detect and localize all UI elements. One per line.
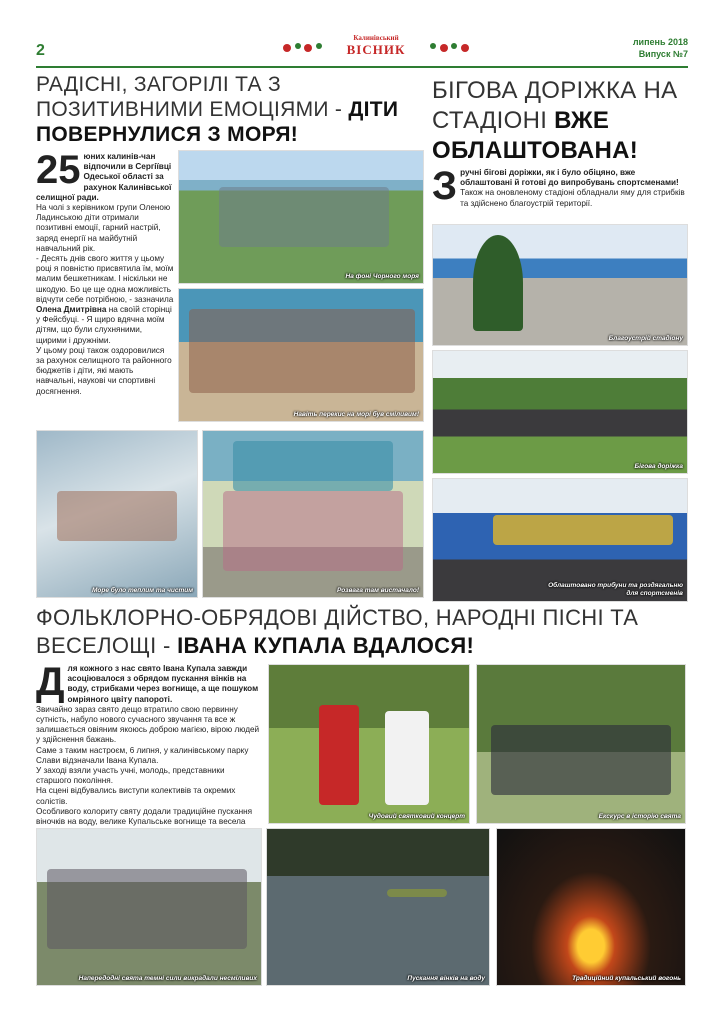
masthead-subtitle: Калинівський [353,34,399,42]
issue-number: Випуск №7 [638,49,688,59]
photo-history-excursion [476,664,686,824]
quote-part: на своїй сторінці у Фейсбуці. - Я щиро вдячна моїм дітям, що були слухняними, щирими і дружніми. [36,305,172,345]
paragraph: Звичайно зараз свято дещо втратило свою первинну сутність, набуло нового сучасного звучання та все ж залишається овіяним якоюсь доброю магією, вірою людей у здійснення бажань. [36,704,260,745]
tree-shape [473,235,523,331]
paragraph: На чолі з керівником групи Оленою Ладинською діти отримали позитивні емоції, гарний настрій, заряд енергії на майбутній навчальний рік. [36,203,171,253]
headline-part: РАДІСНІ, ЗАГОРІЛІ ТА З ПОЗИТИВНИМИ ЕМОЦІЯМИ - [36,73,349,121]
article3-lead: ля кожного з нас свято Івана Купала завжди асоціювалося з обрядом пускання вінків на воду, стрибками через вогнище, а ще пошуком омріяного цвіту папороті. [67,664,259,704]
issue-info [633,36,688,60]
seats-shape [493,515,673,545]
article3-body [36,660,262,837]
photo-running-track [432,350,688,474]
header-divider [36,66,688,68]
paragraph: На сцені відбувались виступи колективів та окремих солістів. [36,786,236,806]
photo-folk-ritual [36,828,262,986]
article3-headline [36,604,686,660]
photo-caption: Бігова доріжка [634,463,683,470]
photo-kids-at-arch [202,430,424,598]
flower-ornament-icon [281,40,327,56]
photo-beach-group [178,288,424,422]
paragraph: Саме з таким настроєм, 6 липня, у калинівському парку Слави відзначали Івана Купала. [36,745,249,765]
headline-highlight: ВЖЕ ОБЛАШТОВАНА! [432,107,639,164]
dropcap: 25 [36,148,81,192]
dropcap: Д [36,660,65,704]
photo-caption: Пускання вінків на воду [407,975,485,982]
photo-wreaths-on-water [266,828,490,986]
article1-body [36,148,174,397]
wreath-shape [387,889,447,897]
photo-caption: Напередодні свята темні сили викрадали несміливих [78,975,257,982]
paragraph: Також на оновленому стадіоні обладнали яму для стрибків та здійснено благоустрій території. [460,188,685,208]
photo-stadium-landscaping [432,224,688,346]
masthead-title: ВІСНИК [346,42,406,57]
photo-festive-concert [268,664,470,824]
photo-caption: Екскурс в історію свята [598,813,681,820]
headline-part: ФОЛЬКЛОРНО-ОБРЯДОВІ ДІЙСТВО, НАРОДНІ ПІСНІ ТА ВЕСЕЛОЩІ - [36,605,639,658]
caption-line: Облаштовано трибуни та роздягальню [548,582,683,589]
photo-black-sea-group [178,150,424,284]
people-silhouette [223,491,403,571]
article2-headline [432,76,690,166]
quote-part: - Десять днів свого життя у цьому році я повністю присвятила їм, моїм малим бешкетникам. І ніскільки не шкодую. Бо це ще одна можливість відчути себе потрібною, - зазначила [36,254,174,304]
people-silhouette [189,309,415,393]
photo-caption: Навіть перекис на морі був сміливим! [293,411,419,418]
article1-lead: юних калинів-чан відпочили в Сергіївці Одеської області за рахунок Калинівської селищної ради. [36,152,172,202]
photo-bonfire [496,828,686,986]
photo-caption: Благоустрій стадіону [608,335,683,342]
photo-stadium-stands [432,478,688,602]
photo-caption: Традиційний купальський вогонь [572,975,681,982]
paragraph [36,254,174,346]
performer-shape [319,705,359,805]
people-silhouette [57,491,177,541]
photo-kids-in-sea [36,430,198,598]
photo-caption: Розвага там вистачало! [336,587,419,594]
paragraph: У цьому році також оздоровилися за рахунок селищного та районного бюджетів і діти, які мають навчальні, наукові чи спортивні досягнення. [36,345,172,396]
quoted-person: Олена Дмитрівна [36,305,107,315]
caption-line: для спортсменів [626,590,683,597]
photo-caption: Море було теплим та чистим [91,587,193,594]
dropcap: З [432,164,458,208]
article2-body [432,164,688,209]
masthead [281,34,471,64]
performer-shape [385,711,429,805]
arch-shape [233,441,393,491]
article1-headline [36,72,426,147]
photo-caption: На фоні Чорного моря [345,273,419,280]
headline-highlight: ДІТИ ПОВЕРНУЛИСЯ З МОРЯ! [36,98,399,146]
page-header [36,34,688,66]
people-silhouette [47,869,247,949]
people-silhouette [219,187,389,247]
flower-ornament-icon [425,40,471,56]
issue-date: липень 2018 [632,37,688,47]
headline-part: БІГОВА ДОРІЖКА НА СТАДІОНІ [432,77,678,134]
photo-caption [548,582,683,598]
page-number: 2 [36,42,45,59]
paragraph: У заході взяли участь учні, молодь, представники старшого покоління. [36,766,225,786]
people-silhouette [491,725,671,795]
photo-caption: Чудовий святковий концерт [368,813,465,820]
article2-lead: ручні бігові доріжки, як і було обіцяно, вже облаштовані й готові до випробувань спортсменами! [460,168,679,188]
headline-highlight: ІВАНА КУПАЛА ВДАЛОСЯ! [177,633,475,658]
paragraph: Особливого колориту святу додали традиційне пускання віночків на воду, велике Купальське вогнище та весела [36,806,253,827]
